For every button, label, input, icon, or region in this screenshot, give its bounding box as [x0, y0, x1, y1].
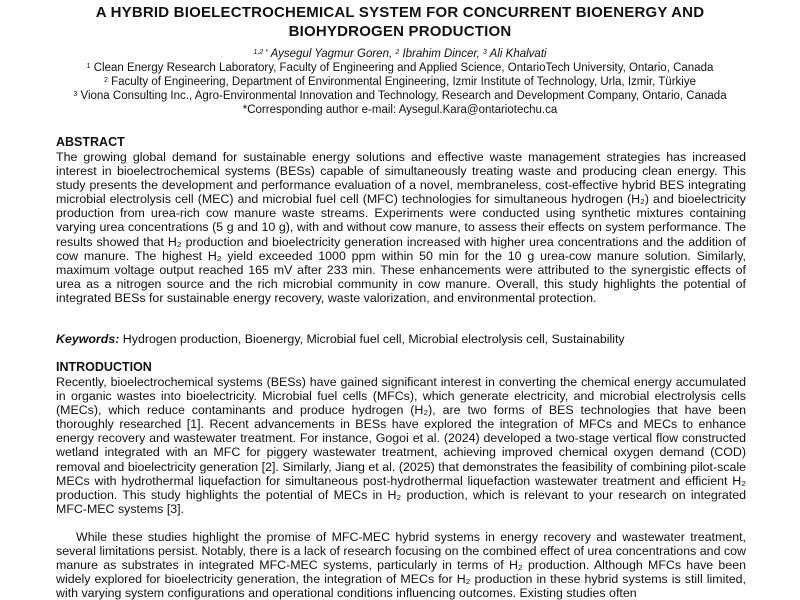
author-1: Aysegul Yagmur Goren, — [267, 48, 396, 60]
affiliation-1-mark: 1 — [86, 63, 91, 70]
keywords-label: Keywords: — [56, 332, 120, 346]
paper-title — [60, 3, 740, 41]
introduction-paragraph-2: While these studies highlight the promise of MFC-MEC hybrid systems in energy recovery and wastewater treatment, several limitations persist. Notably, there is a lack of research focusing on the combined effect of urea concentrations and cow manure as substrates in integrated MFC-MEC systems, particularly in terms of H₂ production. Although MFCs have been widely explored for bioelectricity generation, the integration of MECs for H₂ production in these hybrid systems is still limited, with varying system configurations and operational conditions influencing outcomes. Existing studies often — [56, 530, 746, 600]
corresponding-author-email: *Corresponding author e-mail: Aysegul.Kara@ontariotechu.ca — [242, 104, 558, 116]
author-2-affiliation-mark: 2 — [395, 49, 400, 56]
affiliation-3-text: Viona Consulting Inc., Agro-Environmental Innovation and Technology, Research and Development Company, Ontario, Canada — [77, 90, 727, 102]
abstract-heading: ABSTRACT — [56, 135, 125, 149]
affiliation-2 — [30, 75, 770, 89]
title-line-1: A HYBRID BIOELECTROCHEMICAL SYSTEM FOR CONCURRENT BIOENERGY AND — [95, 4, 705, 21]
affiliation-3-mark: 3 — [73, 91, 78, 98]
keywords-list: Hydrogen production, Bioenergy, Microbial fuel cell, Microbial electrolysis cell, Sustainability — [119, 332, 625, 346]
abstract-body: The growing global demand for sustainable energy solutions and effective waste management strategies has increased interest in bioelectrochemical systems (BESs) capable of simultaneously treating waste and producing clean energy. This study presents the development and performance evaluation of a novel, membraneless, cost-effective hybrid BES integrating microbial electrolysis cell (MEC) and microbial fuel cell (MFC) technologies for simultaneous hydrogen (H₂) and bioelectricity production from urea-rich cow manure waste streams. Experiments were conducted using synthetic mixtures containing varying urea concentrations (5 g and 10 g), with and without cow manure, to assess their effects on system performance. The results showed that H₂ production and bioelectricity generation increased with higher urea concentrations and the addition of cow manure. The highest H₂ yield exceeded 1000 ppm within 50 min for the 10 g urea-cow manure solution. Similarly, maximum voltage output reached 165 mV after 233 min. These enhancements were attributed to the synergistic effects of urea as a nitrogen source and the rich microbial community in cow manure. Overall, this study highlights the potential of integrated BESs for sustainable energy recovery, waste valorization, and environmental protection. — [56, 150, 746, 305]
author-2: Ibrahim Dincer, — [399, 48, 483, 60]
affiliation-2-mark: 2 — [104, 77, 108, 84]
introduction-heading: INTRODUCTION — [56, 360, 152, 374]
affiliation-2-text: Faculty of Engineering, Department of Environmental Engineering, Izmir Institute of Technology, Urla, Izmir, Türkiye — [107, 76, 696, 88]
affiliation-1 — [30, 61, 770, 75]
author-list — [40, 47, 760, 61]
affiliation-3 — [30, 89, 770, 103]
author-3: Ali Khalvati — [486, 48, 547, 60]
keywords — [56, 332, 746, 346]
author-3-affiliation-mark: 3 — [483, 49, 487, 56]
affiliation-1-text: Clean Energy Research Laboratory, Faculty of Engineering and Applied Science, OntarioTech University, Ontario, Canada — [90, 62, 714, 74]
author-1-affiliation-mark: 1,2 * — [253, 49, 268, 56]
corresponding-author — [30, 103, 770, 117]
title-line-2: BIOHYDROGEN PRODUCTION — [288, 23, 512, 40]
introduction-paragraph-1: Recently, bioelectrochemical systems (BESs) have gained significant interest in converting the chemical energy accumulated in organic wastes into bioelectricity. Microbial fuel cells (MFCs), which generate electricity, and microbial electrolysis cells (MECs), which reduce contaminants and produce hydrogen (H₂), are two forms of BES technologies that have been thoroughly researched [1]. Recent advancements in BESs have explored the integration of MFCs and MECs to enhance energy recovery and wastewater treatment. For instance, Gogoi et al. (2024) developed a two-stage vertical flow constructed wetland integrated with an MFC for piggery wastewater treatment, achieving improved chemical oxygen demand (COD) removal and bioelectricity generation [2]. Similarly, Jiang et al. (2025) that demonstrates the feasibility of combining pilot-scale MECs with hydrothermal liquefaction for simultaneous post-hydrothermal liquefaction wastewater treatment and efficient H₂ production. This study highlights the potential of MECs in H₂ production, which is relevant to your research on integrated MFC-MEC systems [3]. — [56, 375, 746, 516]
